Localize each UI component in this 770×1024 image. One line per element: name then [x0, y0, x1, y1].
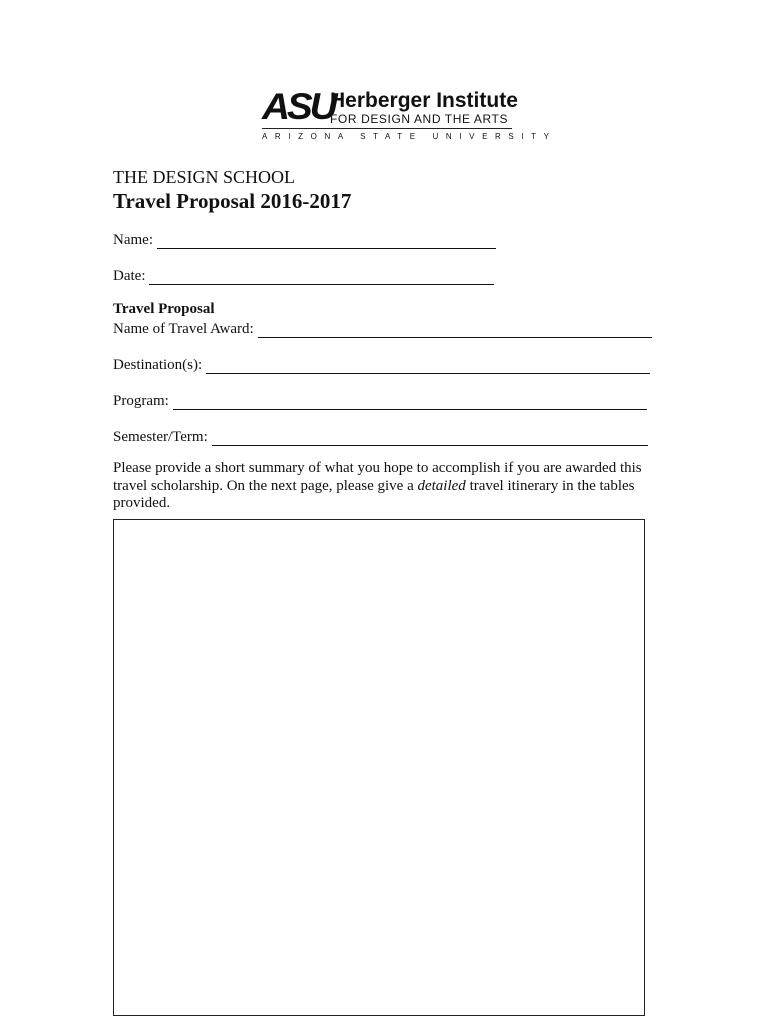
page-title: Travel Proposal 2016-2017 [113, 189, 352, 213]
award-field-row [113, 316, 652, 338]
instructions-part2: travel itinerary in the tables provided. [113, 477, 635, 511]
university-name: ARIZONA STATE UNIVERSITY [262, 132, 557, 141]
school-name-d: D [152, 167, 166, 187]
destination-field-row [113, 352, 650, 374]
asu-logo-mark: ASU [262, 86, 335, 127]
school-name [113, 166, 295, 188]
school-name-s: S [223, 167, 234, 187]
program-field-row [113, 388, 647, 410]
name-field-row [113, 227, 496, 249]
instructions-paragraph [113, 460, 658, 513]
date-field-row [113, 263, 494, 285]
name-label: Name: [113, 232, 153, 248]
program-label: Program: [113, 393, 169, 409]
institute-subtitle: FOR DESIGN AND THE ARTS [330, 112, 509, 126]
instructions-emphasis: detailed [417, 477, 466, 494]
school-name-the: THE [113, 167, 153, 187]
logo-divider [262, 128, 512, 129]
name-input-line[interactable] [157, 233, 496, 249]
program-input-line[interactable] [173, 394, 647, 410]
destination-label: Destination(s): [113, 357, 203, 373]
summary-text-box[interactable] [113, 519, 645, 1016]
term-field-row [113, 424, 648, 446]
award-input-line[interactable] [258, 322, 652, 338]
date-label: Date: [113, 268, 146, 284]
award-label: Name of Travel Award: [113, 321, 254, 337]
term-label: Semester/Term: [113, 429, 208, 445]
section-heading: Travel Proposal [113, 301, 215, 317]
institute-name: Herberger Institute [330, 89, 518, 112]
herberger-institute-logo [262, 86, 557, 144]
destination-input-line[interactable] [206, 358, 650, 374]
date-input-line[interactable] [149, 269, 494, 285]
instructions-part1: Please provide a short summary of what you hope to accomplish if you are awarded this travel scholarship. On the next page, please give a [113, 460, 642, 494]
school-name-esign: ESIGN [165, 167, 223, 187]
term-input-line[interactable] [212, 430, 648, 446]
school-name-chool: CHOOL [233, 167, 296, 187]
